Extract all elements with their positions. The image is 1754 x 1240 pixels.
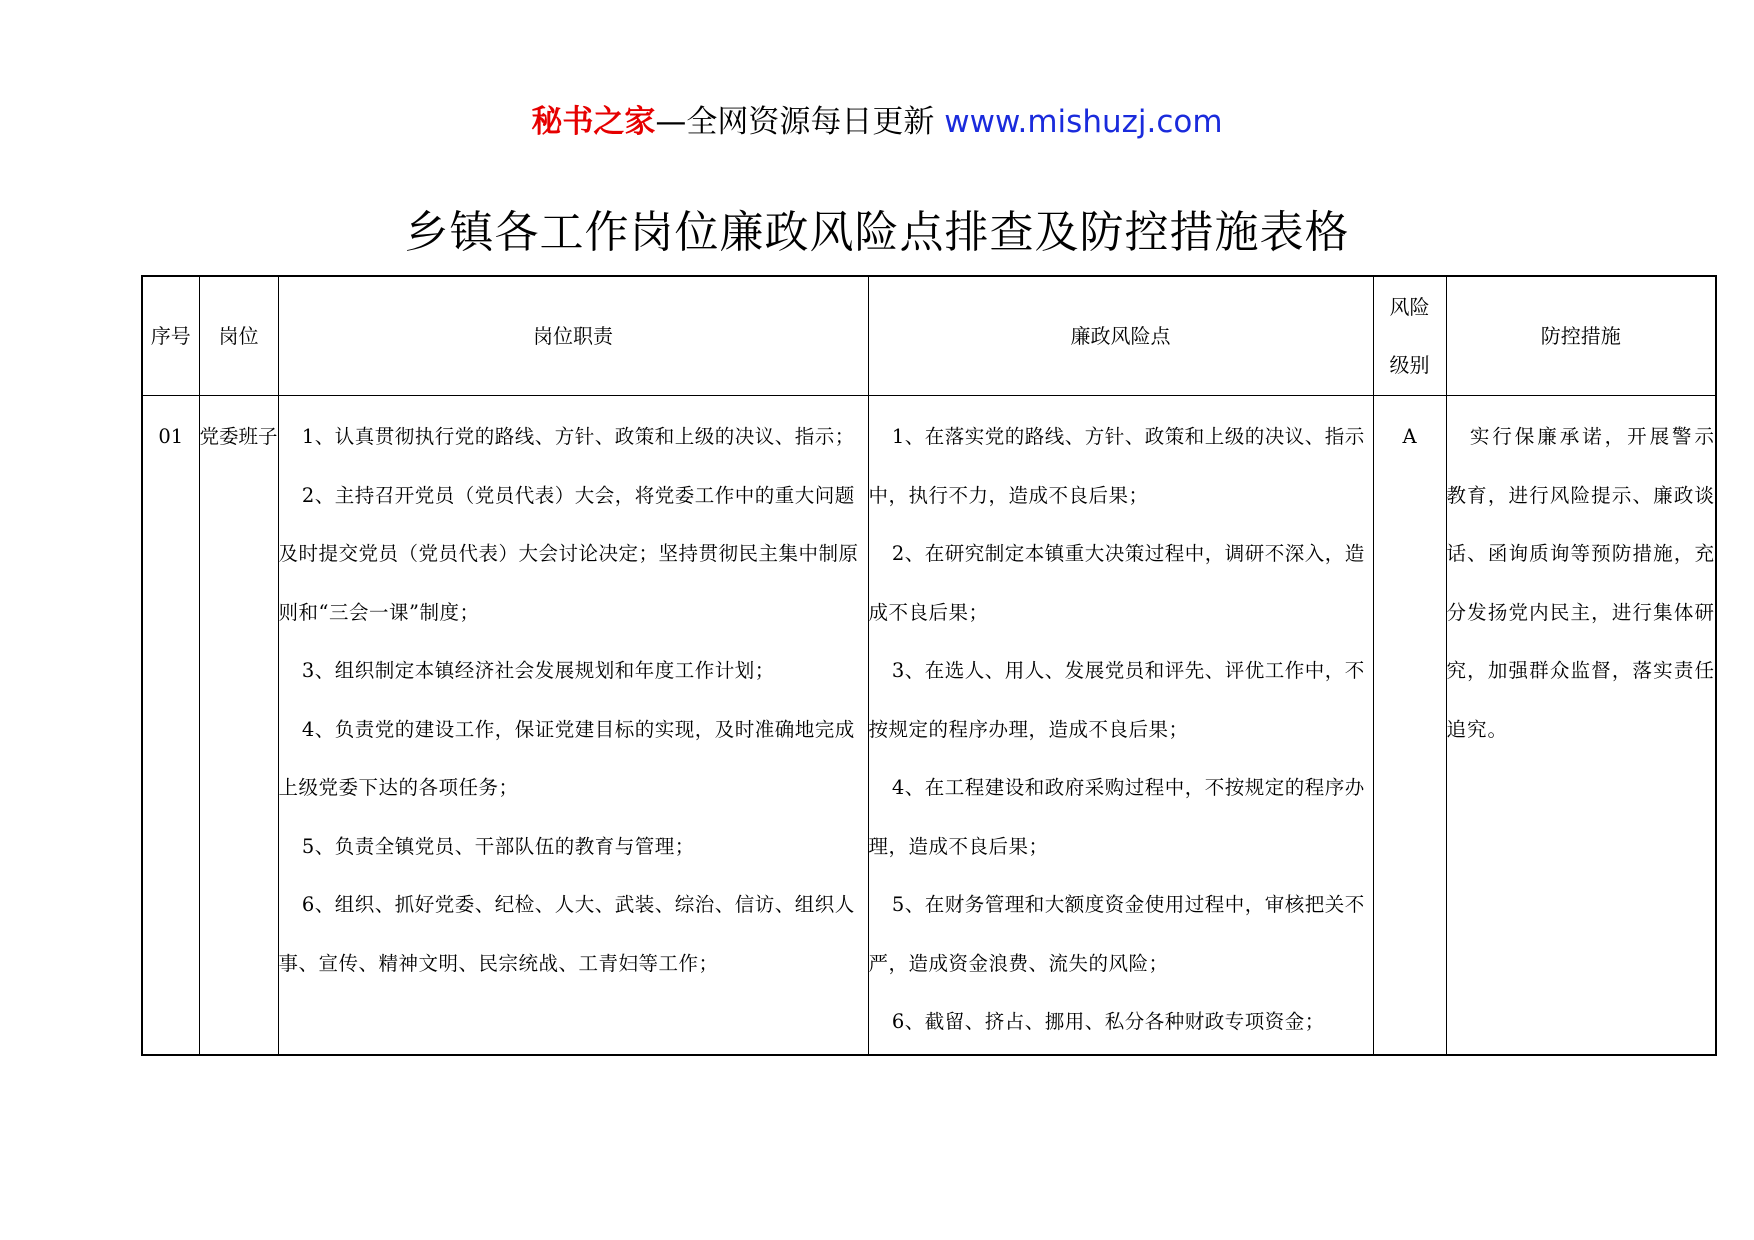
risk-item: 6、截留、挤占、挪用、私分各种财政专项资金；: [891, 1010, 1325, 1033]
duty-item: 2、主持召开党员（党员代表）大会，将党委工作中的重大问题及时提交党员（党员代表）大会讨论决定；坚持贯彻民主集中制原则和“三会一课”制度；: [278, 483, 859, 624]
risk-item: 4、在工程建设和政府采购过程中，不按规定的程序办理，造成不良后果；: [868, 776, 1365, 858]
header-seq: 序号: [142, 276, 199, 396]
header-risk-level: [1373, 276, 1446, 396]
duty-item: 6、组织、抓好党委、纪检、人大、武装、综治、信访、组织人事、宣传、精神文明、民宗统战、工青妇等工作；: [278, 893, 855, 975]
site-url-link[interactable]: www.mishuzj.com: [944, 104, 1223, 140]
cell-seq: 01: [142, 396, 199, 1056]
risk-item: 1、在落实党的路线、方针、政策和上级的决议、指示中，执行不力，造成不良后果；: [868, 425, 1365, 507]
table-header-row: [142, 276, 1716, 396]
risk-item: 2、在研究制定本镇重大决策过程中，调研不深入，造成不良后果；: [868, 542, 1365, 624]
cell-post: 党委班子: [199, 396, 278, 1056]
cell-risk-level: A: [1373, 396, 1446, 1056]
duty-item: 5、负责全镇党员、干部队伍的教育与管理；: [301, 834, 695, 858]
risk-item: 5、在财务管理和大额度资金使用过程中，审核把关不严，造成资金浪费、流失的风险；: [868, 893, 1365, 975]
duty-item: 3、组织制定本镇经济社会发展规划和年度工作计划；: [301, 659, 775, 682]
cell-risks: [868, 396, 1373, 1056]
site-banner: [0, 100, 1754, 144]
table-row: [142, 396, 1716, 1056]
banner-slogan: —全网资源每日更新: [655, 104, 945, 140]
duty-item: 4、负责党的建设工作，保证党建目标的实现，及时准确地完成上级党委下达的各项任务；: [278, 717, 855, 799]
cell-duties: [278, 396, 868, 1056]
header-risks: 廉政风险点: [868, 276, 1373, 396]
brand-name: 秘书之家: [531, 104, 656, 140]
cell-measures: 实行保廉承诺，开展警示教育，进行风险提示、廉政谈话、函询质询等预防措施，充分发扬党内民主，进行集体研究，加强群众监督，落实责任追究。: [1446, 396, 1716, 1056]
risk-item: 3、在选人、用人、发展党员和评先、评优工作中，不按规定的程序办理，造成不良后果；: [868, 659, 1365, 741]
header-risk-level-line1: 风险: [1389, 295, 1430, 319]
duty-item: 1、认真贯彻执行党的路线、方针、政策和上级的决议、指示；: [301, 425, 855, 448]
risk-control-table: [141, 275, 1717, 1056]
header-measures: 防控措施: [1446, 276, 1716, 396]
header-risk-level-line2: 级别: [1389, 353, 1430, 377]
header-duties: 岗位职责: [278, 276, 868, 396]
header-post: 岗位: [199, 276, 278, 396]
document-title: 乡镇各工作岗位廉政风险点排查及防控措施表格: [404, 207, 1350, 258]
